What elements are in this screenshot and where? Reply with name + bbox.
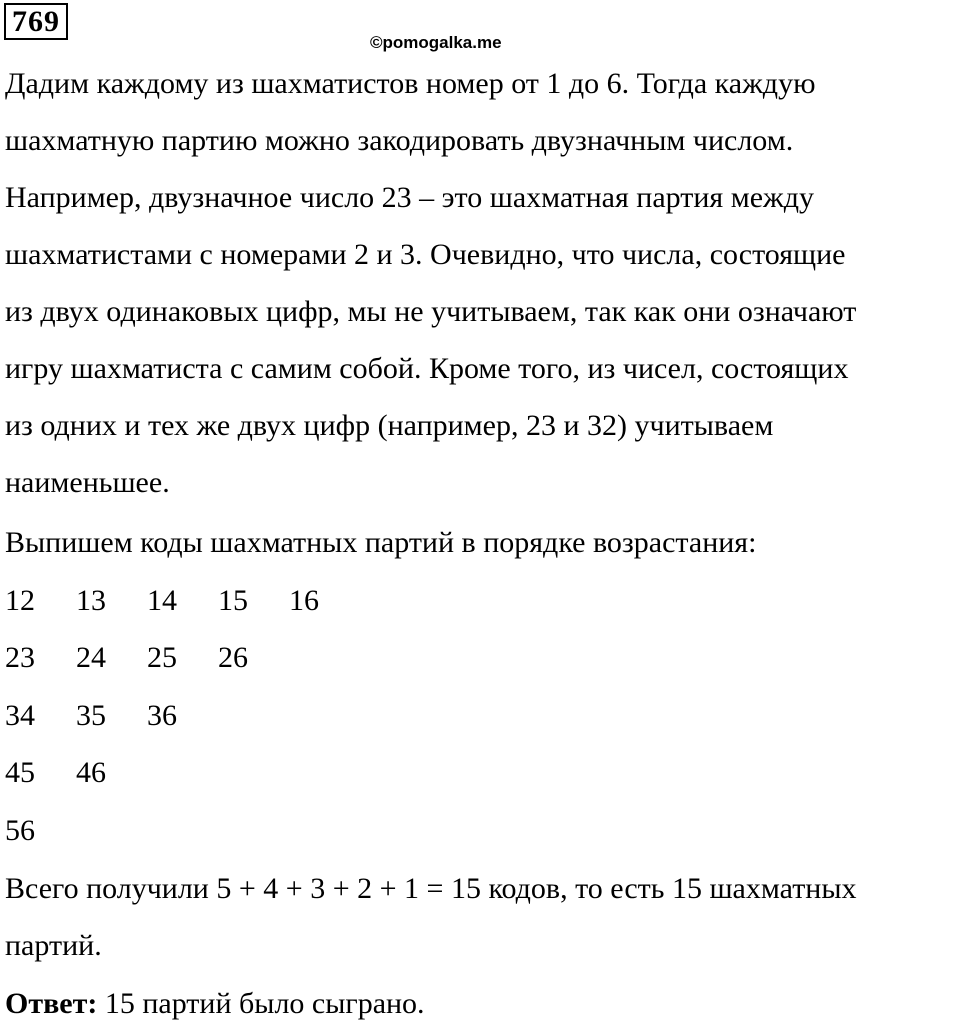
paragraph-line-8: наименьшее. bbox=[5, 466, 170, 499]
paragraph-line-2: шахматную партию можно закодировать двузначным числом. bbox=[5, 124, 794, 157]
answer-text: 15 партий было сыграно. bbox=[97, 987, 425, 1020]
code-cell: 26 bbox=[218, 641, 248, 674]
paragraph-line-7: из одних и тех же двух цифр (например, 23 и 32) учитываем bbox=[5, 409, 774, 442]
code-cell: 35 bbox=[76, 699, 106, 732]
code-cell: 34 bbox=[5, 699, 35, 732]
code-row-2 bbox=[5, 641, 289, 675]
paragraph-line-4: шахматистами с номерами 2 и 3. Очевидно, что числа, состоящие bbox=[5, 238, 846, 271]
code-cell: 46 bbox=[76, 756, 106, 789]
answer-line bbox=[5, 987, 425, 1021]
code-row-5 bbox=[5, 814, 76, 848]
code-cell: 56 bbox=[5, 814, 35, 847]
paragraph-line-6: игру шахматиста с самим собой. Кроме того, из чисел, состоящих bbox=[5, 352, 849, 385]
task-number: 769 bbox=[4, 3, 68, 40]
total-line-1: Всего получили 5 + 4 + 3 + 2 + 1 = 15 кодов, то есть 15 шахматных bbox=[5, 872, 857, 905]
code-cell: 13 bbox=[76, 584, 106, 617]
code-cell: 16 bbox=[289, 584, 319, 617]
paragraph-line-5: из двух одинаковых цифр, мы не учитываем, так как они означают bbox=[5, 295, 857, 328]
list-intro: Выпишем коды шахматных партий в порядке возрастания: bbox=[5, 526, 757, 559]
code-row-4 bbox=[5, 756, 147, 790]
code-cell: 23 bbox=[5, 641, 35, 674]
code-cell: 14 bbox=[147, 584, 177, 617]
watermark: ©pomogalka.me bbox=[370, 33, 502, 52]
code-row-1 bbox=[5, 584, 360, 618]
code-cell: 45 bbox=[5, 756, 35, 789]
paragraph-line-1: Дадим каждому из шахматистов номер от 1 до 6. Тогда каждую bbox=[5, 67, 816, 100]
code-cell: 12 bbox=[5, 584, 35, 617]
code-row-3 bbox=[5, 699, 218, 733]
code-cell: 25 bbox=[147, 641, 177, 674]
total-line-2: партий. bbox=[5, 929, 102, 962]
code-cell: 24 bbox=[76, 641, 106, 674]
code-cell: 36 bbox=[147, 699, 177, 732]
paragraph-line-3: Например, двузначное число 23 – это шахматная партия между bbox=[5, 181, 815, 214]
code-cell: 15 bbox=[218, 584, 248, 617]
answer-label: Ответ: bbox=[5, 987, 98, 1020]
